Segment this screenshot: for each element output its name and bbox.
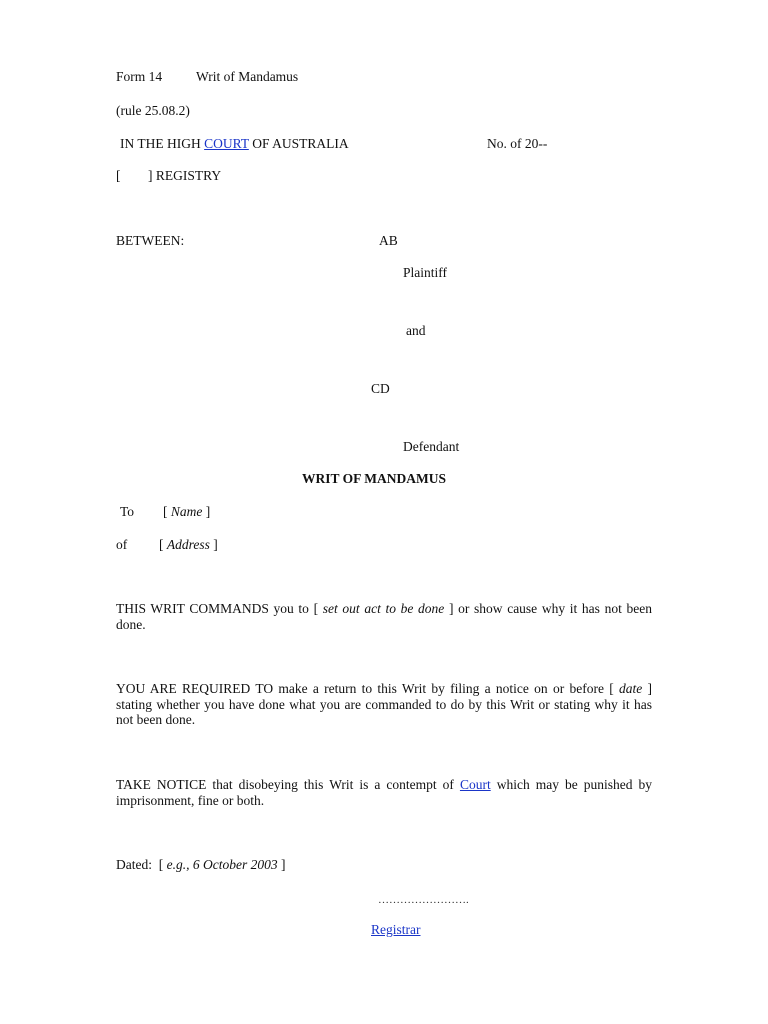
court-line [120, 136, 349, 152]
document-title: WRIT OF MANDAMUS [302, 471, 446, 486]
notice-text-after: which may be punished by imprisonment, fine or both. [116, 777, 652, 808]
command-paragraph [116, 601, 652, 632]
name-placeholder: Name [170, 504, 203, 519]
name-field [163, 504, 210, 520]
dated-line [116, 857, 286, 873]
notice-court-link[interactable]: Court [459, 777, 491, 792]
registry-label: ] REGISTRY [148, 168, 222, 183]
address-placeholder: Address [166, 537, 210, 552]
signature-line: ……………………. [378, 894, 469, 906]
required-text-after: ] stating whether you have done what you are commanded to do by this Writ or stating why it has not been done. [116, 681, 652, 727]
rule-reference: (rule 25.08.2) [116, 103, 190, 118]
registry-bracket-open: [ [116, 168, 121, 183]
case-number: No. of 20-- [487, 136, 548, 151]
command-text-after: ] or show cause why it has not been done. [116, 601, 652, 632]
form-title: Writ of Mandamus [196, 69, 299, 84]
plaintiff-role: Plaintiff [403, 265, 448, 280]
name-bracket-close: ] [205, 504, 211, 519]
required-text-before: YOU ARE REQUIRED TO make a return to this Writ by filing a notice on or before [ [116, 681, 619, 696]
dated-example: 6 October 2003 [192, 857, 278, 872]
dated-label: Dated: [116, 857, 152, 872]
court-link[interactable]: COURT [204, 136, 249, 151]
name-bracket-open: [ [163, 504, 168, 519]
defendant-role: Defendant [403, 439, 460, 454]
dated-eg: e.g., [166, 857, 190, 872]
address-bracket-open: [ [159, 537, 164, 552]
dated-bracket-close: ] [281, 857, 286, 872]
date-placeholder: date [618, 681, 643, 696]
dated-bracket-open: [ [158, 857, 164, 872]
address-field [159, 537, 218, 553]
notice-paragraph [116, 777, 652, 808]
notice-text-before: TAKE NOTICE that disobeying this Writ is a contempt of [116, 777, 460, 792]
plaintiff-name: AB [379, 233, 398, 248]
command-placeholder: set out act to be done [322, 601, 445, 616]
form-number: Form 14 [116, 69, 163, 84]
defendant-name: CD [371, 381, 390, 396]
of-label: of [116, 537, 128, 552]
court-line-suffix: OF AUSTRALIA [252, 136, 349, 151]
command-text-before: THIS WRIT COMMANDS you to [ [116, 601, 323, 616]
between-label: BETWEEN: [116, 233, 185, 248]
court-line-prefix: IN THE HIGH [120, 136, 201, 151]
required-paragraph [116, 681, 652, 728]
registrar-link[interactable]: Registrar [371, 922, 421, 937]
address-bracket-close: ] [213, 537, 218, 552]
and-label: and [406, 323, 426, 338]
to-label: To [120, 504, 135, 519]
